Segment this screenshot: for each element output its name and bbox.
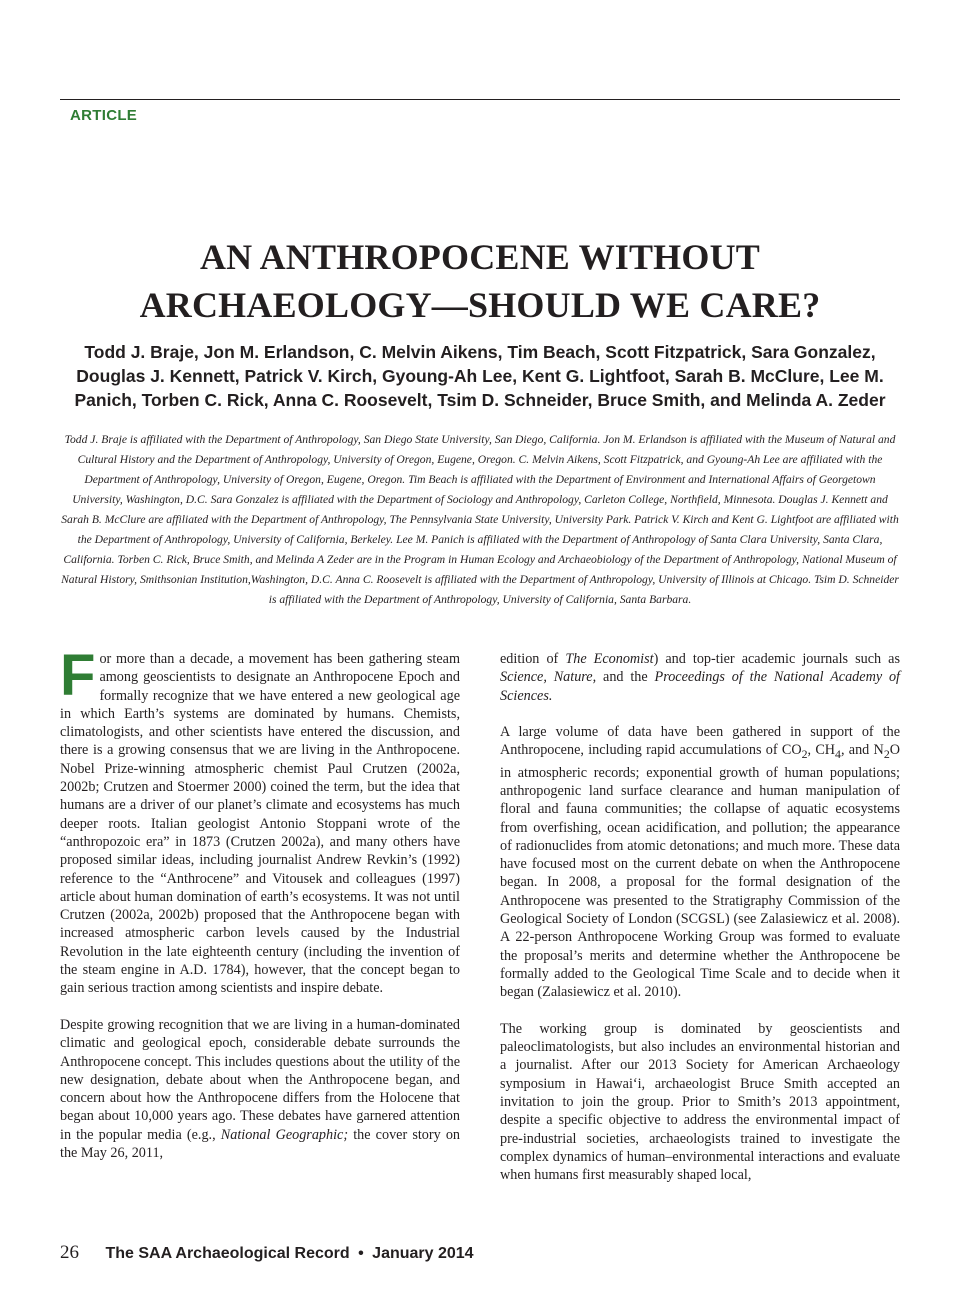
national-geographic-title: National Geographic; bbox=[220, 1126, 349, 1143]
author-list bbox=[60, 340, 900, 412]
article-title bbox=[60, 233, 900, 329]
page-number: 26 bbox=[60, 1242, 79, 1263]
p4-part-d: O in atmospheric records; exponential growth of human populations; anthropogenic land surface clearance and human manipulation of floral and fauna communities; the collapse of aquatic ecosystems from overfishing, ocean acidification, and pollution; the appearance of radionuclides from atomic detonations; and much more. These data have focused most on the current debate on when the Anthropocene began. In 2008, a proposal for the formal designation of the Anthropocene was presented to the Stratigraphy Commission of the Geological Society of London (SCGSL) (see Zalasiewicz et al. 2008). A 22-person Anthropocene Working Group was formed to evaluate the proposal’s merits and determine whether the Anthropocene be formally added to the Geological Time Scale and to decide when it began (Zalasiewicz et al. 2010). bbox=[500, 742, 900, 1001]
p3-start: edition of bbox=[500, 651, 559, 667]
authors-line-1: Todd J. Braje, Jon M. Erlandson, C. Melvin Aikens, Tim Beach, Scott Fitzpatrick, Sara Gonzalez, bbox=[84, 342, 876, 362]
journal-names: Science, Nature, bbox=[500, 669, 597, 686]
issue-date: January 2014 bbox=[372, 1245, 474, 1262]
subscript-2-n2o: 2 bbox=[883, 747, 890, 762]
body-column-right bbox=[500, 650, 900, 1184]
authors-line-2: Douglas J. Kennett, Patrick V. Kirch, Gyoung-Ah Lee, Kent G. Lightfoot, Sarah B. McClure, Lee M. bbox=[76, 366, 884, 386]
section-label: ARTICLE bbox=[70, 107, 138, 124]
journal-name: The SAA Archaeological Record bbox=[105, 1245, 350, 1262]
body-paragraph-4 bbox=[500, 723, 900, 1001]
p4-part-b: , CH bbox=[807, 742, 836, 759]
body-paragraph-5: The working group is dominated by geoscientists and paleoclimatologists, but also includes an environmental historian and a journalist. After our 2013 Society for American Archaeology symposium in Hawai‘i, archaeologist Bruce Smith accepted an invitation to join the group. Prior to Smith’s 2013 appointment, despite a specific objective to address the environmental impact of pre-industrial societies, archaeologists trained to investigate the complex dynamics of human–environmental interactions and evaluate when humans first measurably shaped local, bbox=[500, 1020, 900, 1184]
body-paragraph-1 bbox=[60, 643, 460, 998]
header-rule bbox=[60, 99, 900, 100]
title-line-1: AN ANTHROPOCENE WITHOUT bbox=[199, 237, 761, 277]
author-affiliations: Todd J. Braje is affiliated with the Department of Anthropology, San Diego State University, San Diego, California. Jon M. Erlandson is affiliated with the Museum of Natural and Cultural History and the Department of Anthropology, University of Oregon, Eugene, Oregon. C. Melvin Aikens, Scott Fitzpatrick, and Gyoung-Ah Lee are affiliated with the Department of Anthropology, University of Oregon, Eugene, Oregon. Tim Beach is affiliated with the Department of Environment and International Affairs of Georgetown University, Washington, D.C. Sara Gonzalez is affiliated with the Department of Sociology and Anthropology, Carleton College, Northfield, Minnesota. Douglas J. Kennett and Sarah B. McClure are affiliated with the Department of Anthropology, The Pennsylvania State University, University Park. Patrick V. Kirch and Kent G. Lightfoot are affiliated with the Department of Anthropology, University of California, Berkeley. Lee M. Panich is affiliated with the Department of Anthropology of Santa Clara University, Santa Clara, California. Torben C. Rick, Bruce Smith, and Melinda A Zeder are in the Program in Human Ecology and Archaeobiology of the Department of Anthropology, National Museum of Natural History, Smithsonian Institution,Washington, D.C. Anna C. Roosevelt is affiliated with the Department of Anthropology, University of Illinois at Chicago. Tsim D. Schneider is affiliated with the Department of Anthropology, University of California, Santa Barbara. bbox=[61, 433, 899, 606]
body-column-left bbox=[60, 643, 461, 1162]
pnas-title: Proceedings of the National Academy of Sciences. bbox=[500, 669, 900, 704]
p3-and: and the bbox=[603, 669, 648, 686]
paragraph-2-text: Despite growing recognition that we are living in a human-dominated climatic and geological epoch, considerable debate surrounds the Anthropocene concept. This includes questions about the utility of the new designation, debate about when the Anthropocene began, and concern about how the Anthropocene differs from the Holocene that began about 10,000 years ago. These debates have garnered attention in the popular media (e.g., bbox=[60, 1016, 460, 1143]
p4-part-c: , and N bbox=[840, 742, 884, 759]
paragraph-1-text: or more than a decade, a movement has been gathering steam among geoscientists to designate an Anthropocene Epoch and formally recognize that we have entered a new geological age in which Earth’s systems are dominated by humans. Chemists, climatologists, and other scientists have entered the discussion, and there is a growing consensus that we are living in the Anthropocene. Nobel Prize-winning atmospheric chemist Paul Crutzen (2002a, 2002b; Crutzen and Stoermer 2000) coined the term, but the idea that humans are a driver of our planet’s climate and ecosystems has much deeper roots. Italian geologist Antonio Stoppani wrote of the “anthropozoic era” in 1873 (Crutzen 2002a), and many others have proposed similar ideas, including journalist Andrew Revkin’s (1992) reference to the “Anthrocene” and Vitousek and colleagues (1997) article about human domination of earth’s ecosystems. It was not until Crutzen (2002a, 2002b) proposed that the Anthropocene began with increased atmospheric carbon levels caused by the Industrial Revolution in the late eighteenth century (including the invention of the steam engine in A.D. 1784), however, that the concept began to gain serious traction among scientists and inspire debate. bbox=[60, 651, 460, 997]
p4-part-a: A large volume of data have been gathered in support of the Anthropocene, including rapid accumulations of CO bbox=[500, 724, 900, 759]
footer-bullet: • bbox=[358, 1245, 364, 1262]
body-paragraph-3 bbox=[500, 650, 900, 705]
subscript-4: 4 bbox=[835, 747, 841, 762]
p3-mid: ) and top-tier academic journals such as bbox=[653, 651, 900, 667]
drop-cap: F bbox=[60, 643, 96, 708]
title-line-2: ARCHAEOLOGY—SHOULD WE CARE? bbox=[139, 285, 821, 325]
body-paragraph-2 bbox=[60, 1016, 460, 1162]
authors-line-3: Panich, Torben C. Rick, Anna C. Roosevelt, Tsim D. Schneider, Bruce Smith, and Melinda A. Zeder bbox=[74, 390, 886, 410]
subscript-2: 2 bbox=[801, 747, 808, 762]
paragraph-2-end: the cover story on the May 26, 2011, bbox=[60, 1126, 461, 1162]
economist-title: The Economist bbox=[565, 651, 654, 667]
page-footer bbox=[60, 1242, 474, 1264]
